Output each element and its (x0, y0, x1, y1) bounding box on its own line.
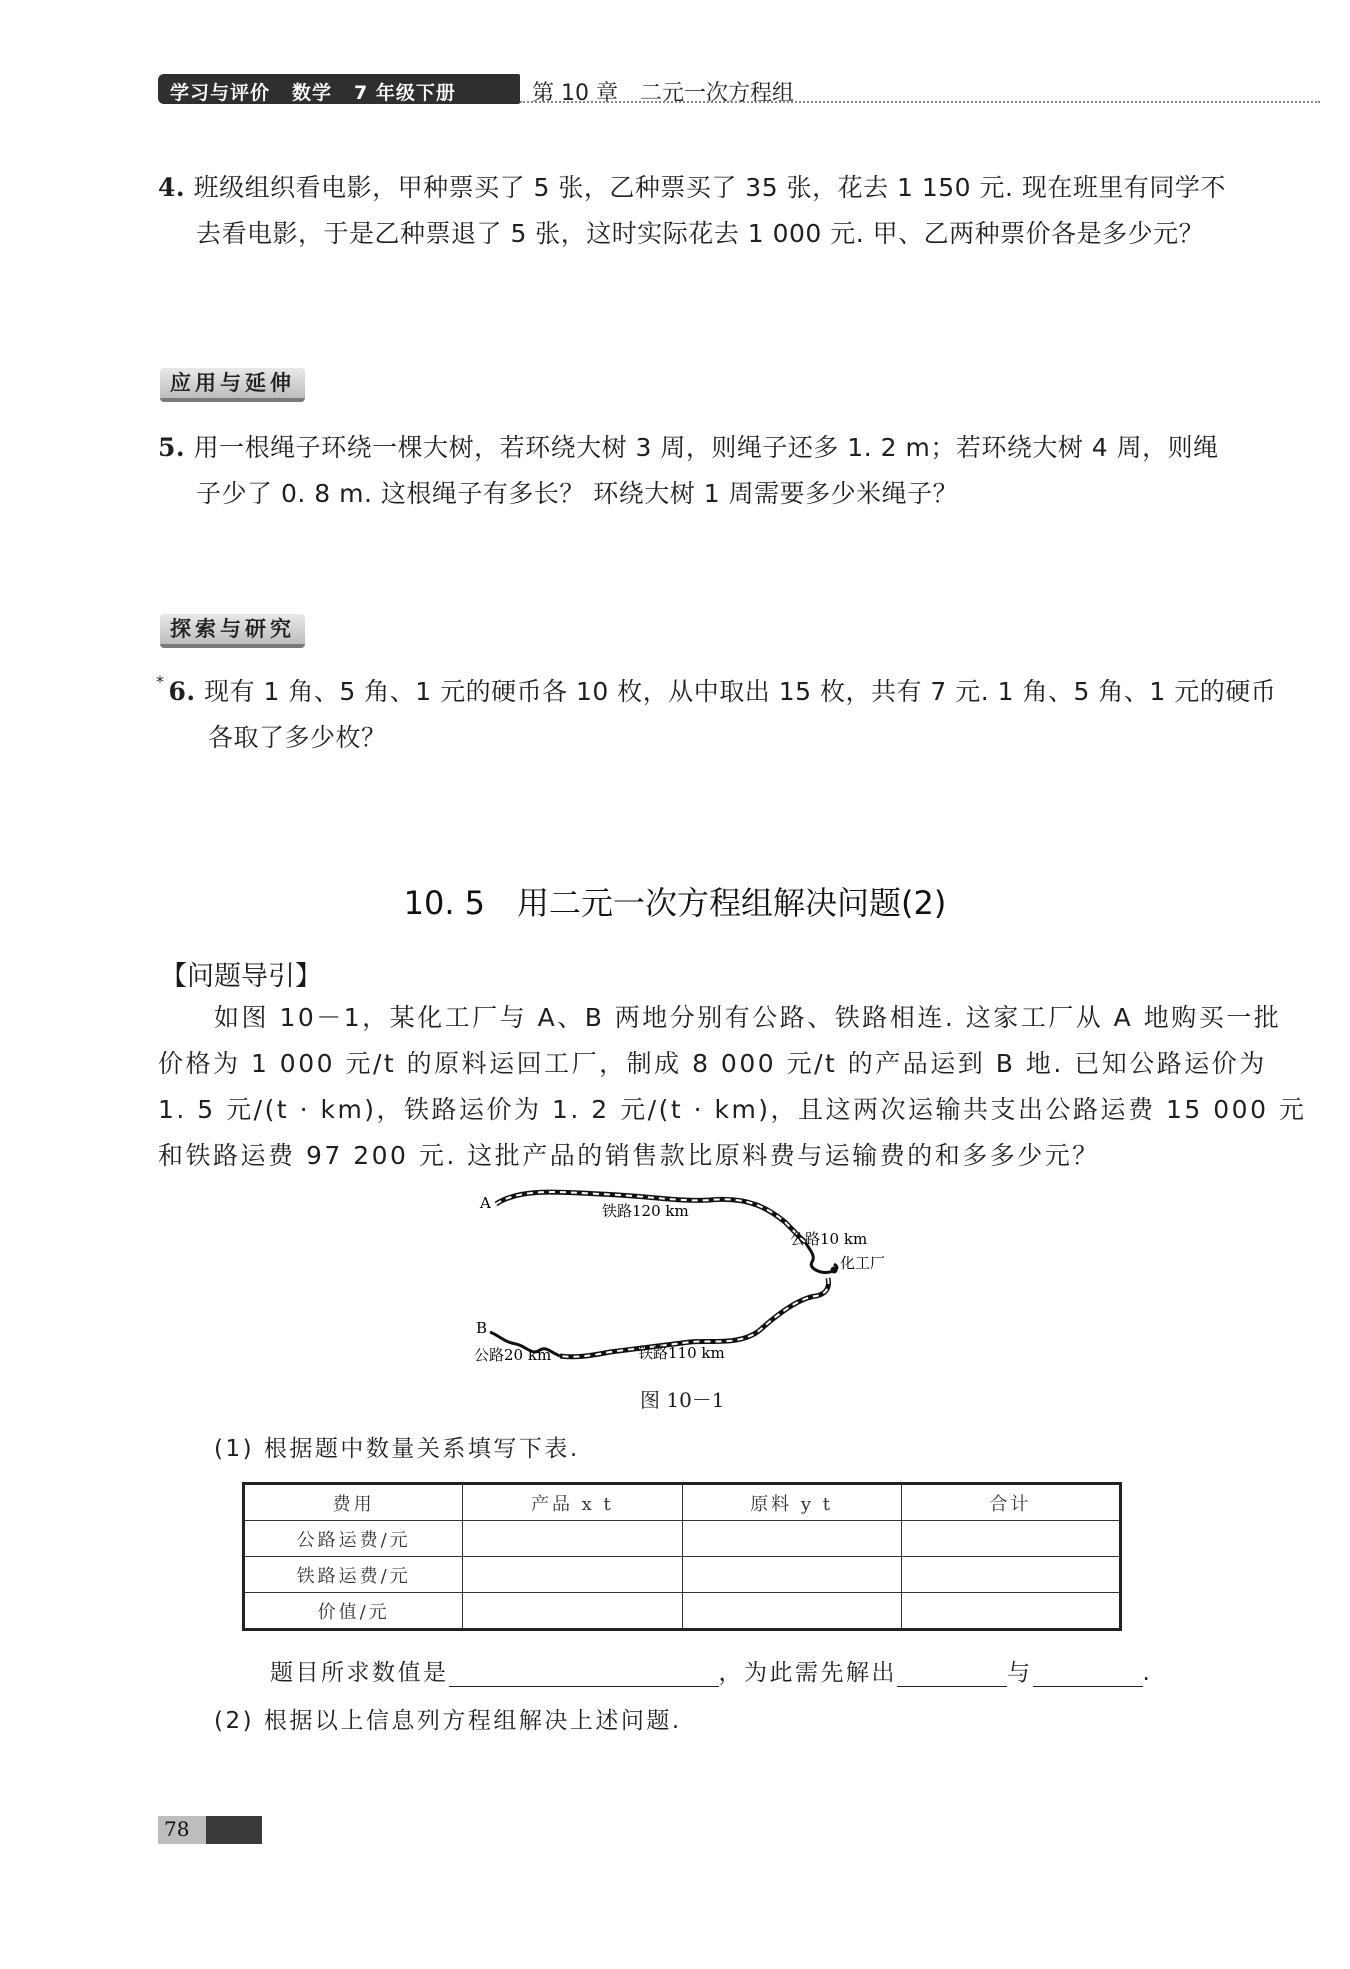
book-series (170, 78, 478, 105)
table-cell-blank[interactable] (682, 1557, 901, 1593)
table-cell-blank[interactable] (901, 1557, 1120, 1593)
part-2-instruction: (2) 根据以上信息列方程组解决上述问题. (214, 1708, 682, 1734)
table-header-row (244, 1484, 1121, 1521)
table-row (244, 1557, 1121, 1593)
table-cell-blank[interactable] (463, 1593, 682, 1630)
table-cell-blank[interactable] (682, 1593, 901, 1630)
guide-text-2: 价格为 1 000 元/t 的原料运回工厂，制成 8 000 元/t 的产品运到 B 地. 已知公路运价为 (158, 1049, 1267, 1078)
problem-5-text-1: 用一根绳子环绕一棵大树，若环绕大树 3 周，则绳子还多 1. 2 m；若环绕大树 4 周，则绳 (193, 433, 1219, 462)
point-b-label: B (476, 1319, 488, 1337)
header-divider (520, 101, 1320, 103)
series-grade: 7 年级下册 (354, 82, 456, 104)
problem-6-text-1: 现有 1 角、5 角、1 元的硬币各 10 枚，从中取出 15 枚，共有 7 元. 1 角、5 角、1 元的硬币 (204, 677, 1277, 706)
fill-middle: ，为此需先解出 (718, 1660, 897, 1686)
rail-top-label: 铁路120 km (602, 1202, 689, 1220)
figure-caption: 图 10－1 (640, 1388, 725, 1412)
table-cell-blank[interactable] (463, 1557, 682, 1593)
factory-marker (831, 1267, 838, 1274)
fill-prefix: 题目所求数值是 (270, 1660, 449, 1686)
table-cell-blank[interactable] (901, 1521, 1120, 1557)
point-a-label: A (480, 1194, 491, 1212)
section-label-explore: 探索与研究 (160, 614, 305, 648)
table-row-label-road: 公路运费/元 (244, 1521, 463, 1557)
answer-blank-target[interactable] (449, 1660, 719, 1687)
factory-label: 化工厂 (840, 1254, 886, 1272)
problem-4-text-1: 班级组织看电影，甲种票买了 5 张，乙种票买了 35 张，花去 1 150 元. 现在班里有同学不 (193, 173, 1226, 202)
series-title: 学习与评价 (170, 82, 271, 104)
table-header-cost: 费用 (244, 1484, 463, 1521)
table-row-label-value: 价值/元 (244, 1593, 463, 1630)
table-row (244, 1593, 1121, 1630)
guide-text-4: 和铁路运费 97 200 元. 这批产品的销售款比原料费与运输费的和多多少元？ (158, 1141, 1100, 1170)
problem-6-line-1 (156, 672, 1276, 708)
problem-5-number: 5. (158, 433, 186, 462)
page-number: 78 (164, 1817, 190, 1841)
table-cell-blank[interactable] (463, 1521, 682, 1557)
table-header-material: 原料 y t (682, 1484, 901, 1521)
problem-6-number: 6. (168, 677, 196, 706)
table-header-total: 合计 (901, 1484, 1120, 1521)
guide-text-3: 1. 5 元/(t · km)，铁路运价为 1. 2 元/(t · km)，且这两次运输共支出公路运费 15 000 元 (158, 1095, 1307, 1124)
road-bottom-label: 公路20 km (474, 1346, 552, 1364)
series-subject: 数学 (292, 82, 333, 104)
answer-blank-second[interactable] (1033, 1660, 1143, 1687)
chapter-title: 第 10 章 二元一次方程组 (532, 81, 794, 106)
fill-and: 与 (1007, 1660, 1033, 1686)
fill-in-line (270, 1654, 1152, 1687)
rail-bottom-label: 铁路110 km (638, 1344, 725, 1362)
table-header-product: 产品 x t (463, 1484, 682, 1521)
table-cell-blank[interactable] (901, 1593, 1120, 1630)
guide-heading: 【问题导引】 (160, 961, 322, 992)
challenge-star: * (156, 672, 165, 691)
guide-text-1: 如图 10－1，某化工厂与 A、B 两地分别有公路、铁路相连. 这家工厂从 A 地购买一批 (214, 1003, 1282, 1032)
fill-end: . (1142, 1660, 1153, 1686)
problem-5-text-2: 子少了 0. 8 m. 这根绳子有多长？ 环绕大树 1 周需要多少米绳子？ (196, 479, 959, 508)
part-1-instruction: (1) 根据题中数量关系填写下表. (214, 1436, 580, 1462)
route-map-figure (460, 1180, 900, 1380)
road-top-label: 公路10 km (790, 1230, 868, 1248)
problem-4-number: 4. (158, 173, 186, 202)
problem-4-line-1 (158, 168, 1226, 204)
problem-4-text-2: 去看电影，于是乙种票退了 5 张，这时实际花去 1 000 元. 甲、乙两种票价各是多少元？ (196, 219, 1205, 248)
table-cell-blank[interactable] (682, 1521, 901, 1557)
problem-5-line-1 (158, 428, 1219, 464)
problem-6-text-2: 各取了多少枚？ (208, 723, 387, 752)
table-row-label-rail: 铁路运费/元 (244, 1557, 463, 1593)
cost-table (242, 1482, 1122, 1631)
table-row (244, 1521, 1121, 1557)
answer-blank-first[interactable] (897, 1660, 1007, 1687)
section-title: 10. 5 用二元一次方程组解决问题(2) (403, 884, 947, 922)
section-label-apply: 应用与延伸 (160, 368, 305, 402)
